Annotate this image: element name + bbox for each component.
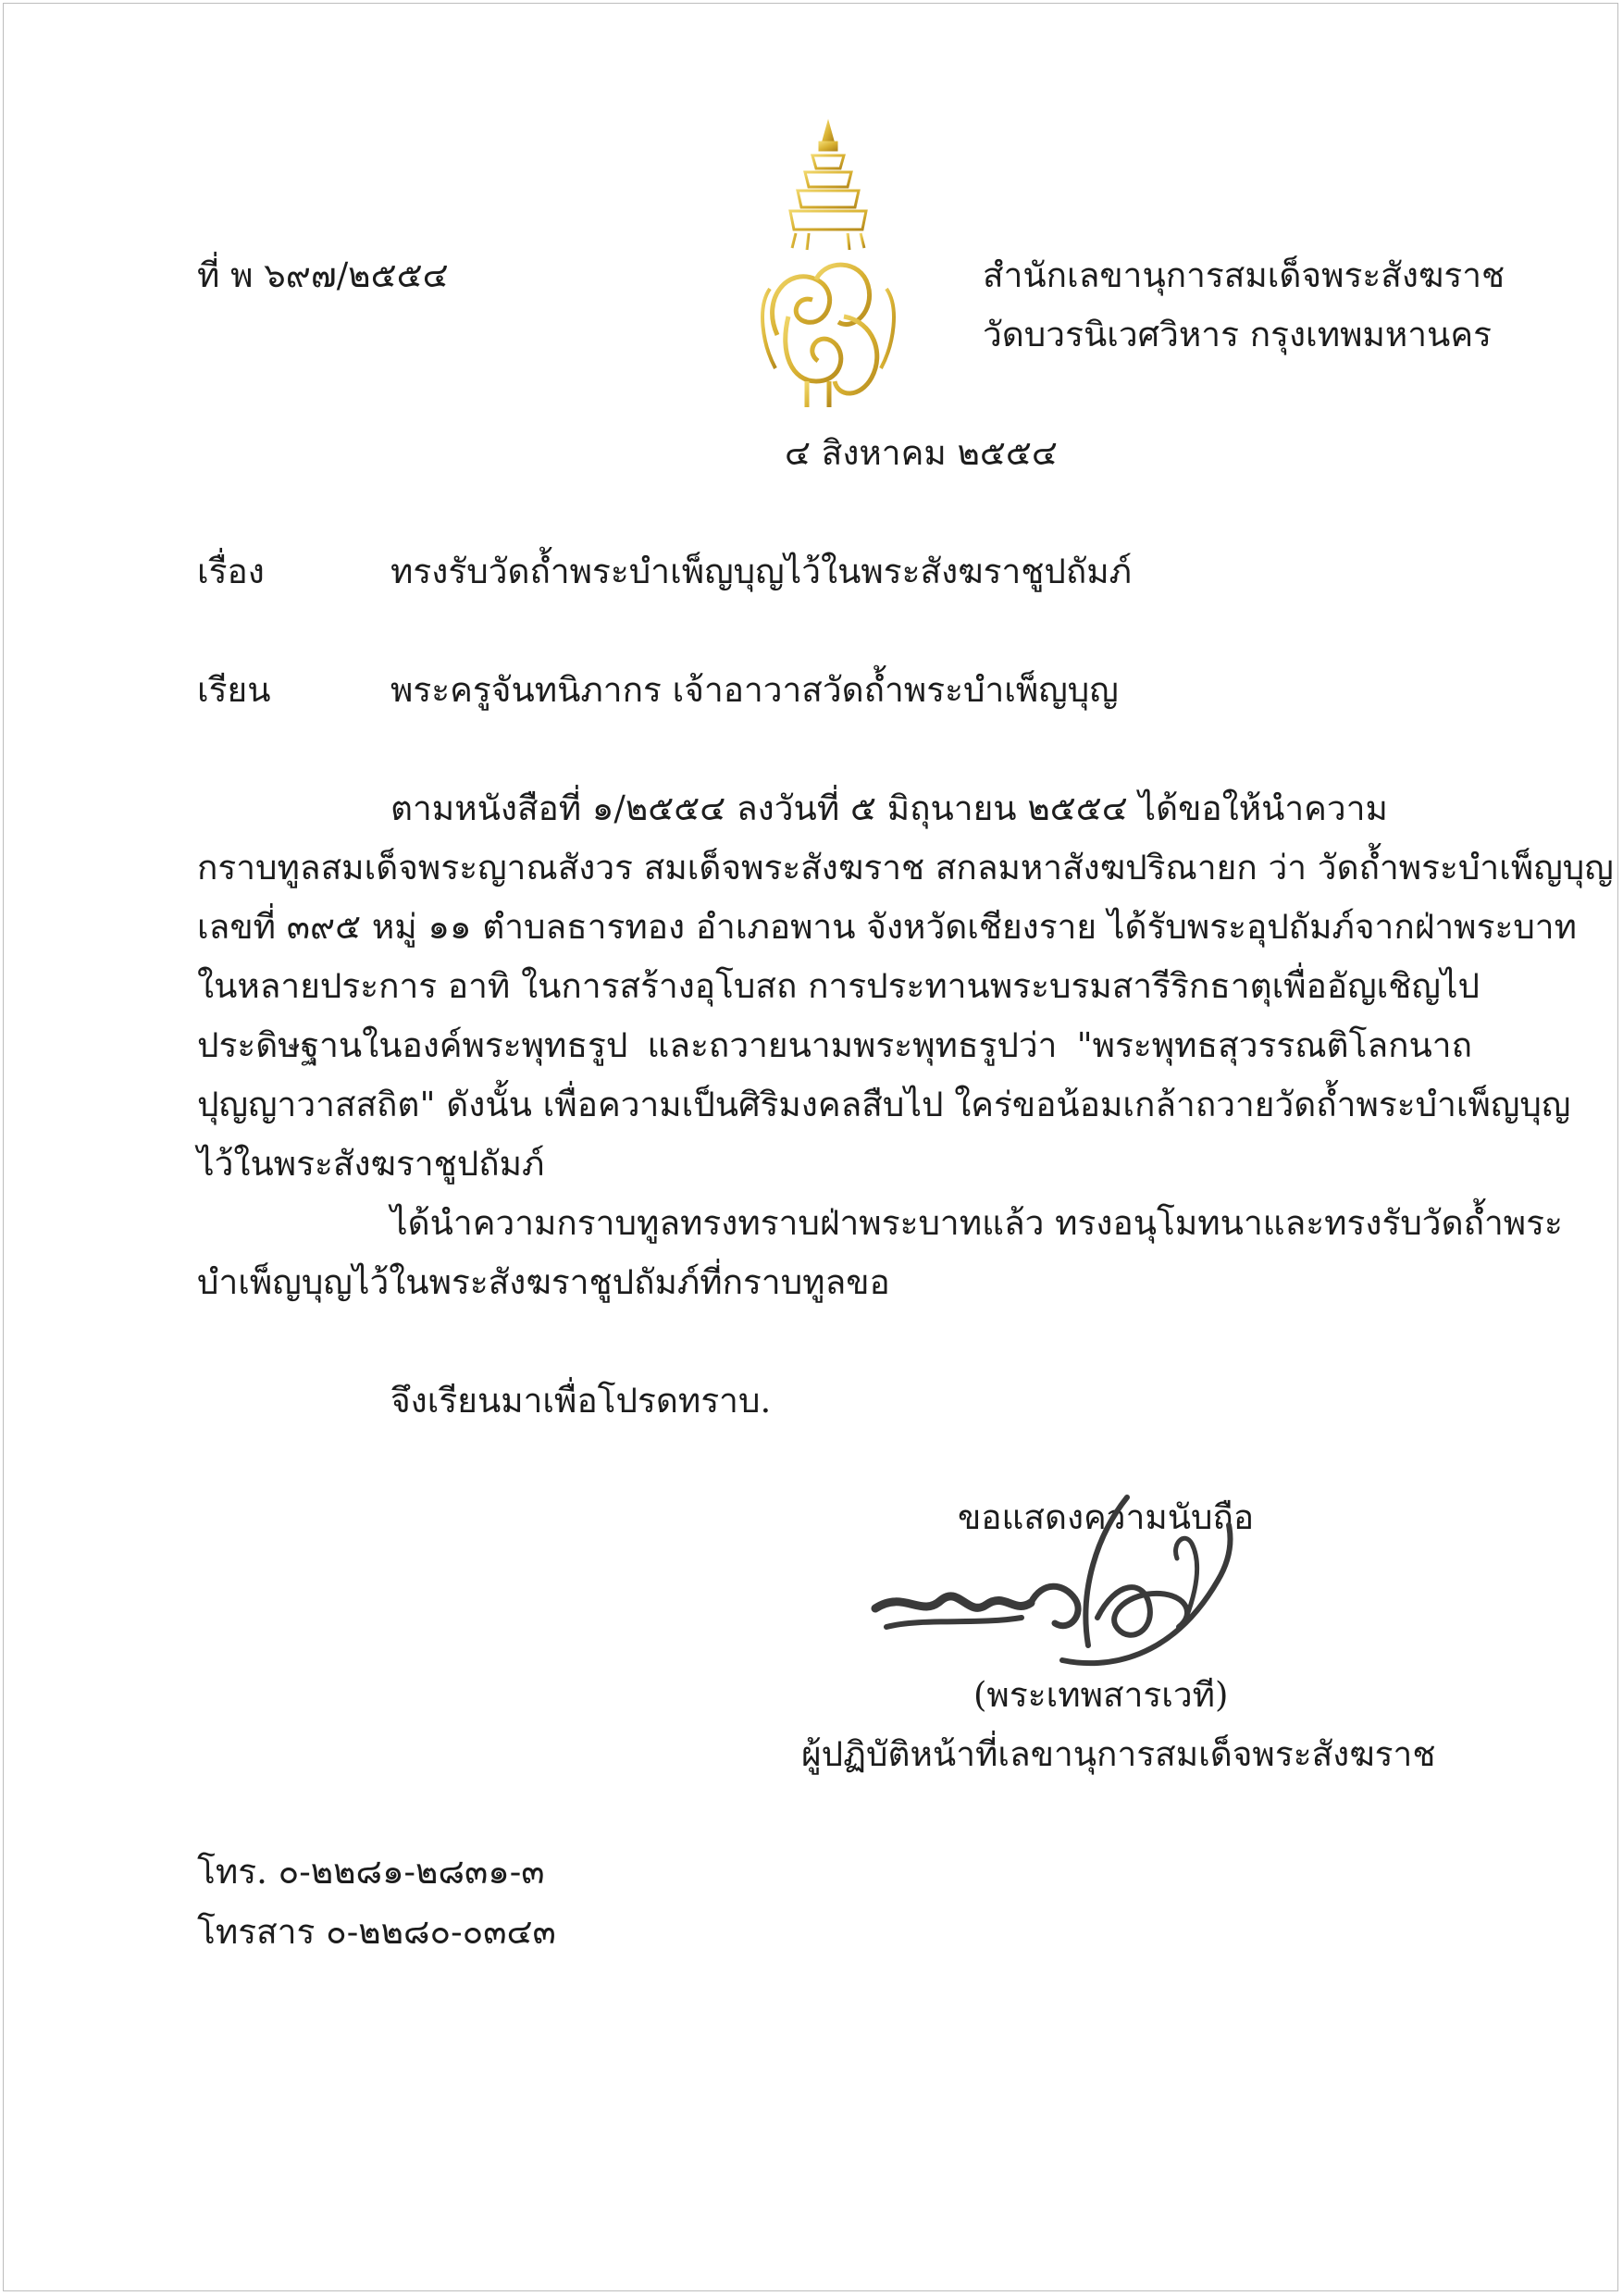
handwritten-signature-icon bbox=[866, 1479, 1245, 1677]
body-line: บำเพ็ญบุญไว้ในพระสังฆราชูปถัมภ์ที่กราบทูลขอ bbox=[197, 1262, 890, 1302]
subject-text: ทรงรับวัดถ้ำพระบำเพ็ญบุญไว้ในพระสังฆราชูปถัมภ์ bbox=[390, 552, 1133, 591]
body-line: ประดิษฐานในองค์พระพุทธรูป และถวายนามพระพุทธรูปว่า "พระพุทธสุวรรณติโลกนาถ bbox=[197, 1025, 1472, 1065]
royal-emblem-icon bbox=[751, 104, 905, 411]
body-line: ปุญญาวาสสถิต" ดังนั้น เพื่อความเป็นศิริมงคลสืบไป ใคร่ขอน้อมเกล้าถวายวัดถ้ำพระบำเพ็ญบุญ bbox=[197, 1085, 1571, 1124]
body-line: เลขที่ ๓๙๕ หมู่ ๑๑ ตำบลธารทอง อำเภอพาน จังหวัดเชียงราย ได้รับพระอุปถัมภ์จากฝ่าพระบาท bbox=[197, 907, 1577, 947]
signer-name: (พระเทพสารเวที) bbox=[973, 1675, 1229, 1715]
complimentary-close: ขอแสดงความนับถือ bbox=[958, 1497, 1255, 1537]
recipient-text: พระครูจันทนิภากร เจ้าอาวาสวัดถ้ำพระบำเพ็ญบุญ bbox=[390, 670, 1119, 710]
body-line: ตามหนังสือที่ ๑/๒๕๕๔ ลงวันที่ ๕ มิถุนายน ๒๕๕๔ ได้ขอให้นำความ bbox=[390, 788, 1388, 828]
office-address: วัดบวรนิเวศวิหาร กรุงเทพมหานคร bbox=[983, 315, 1492, 354]
body-line: ไว้ในพระสังฆราชูปถัมภ์ bbox=[197, 1144, 545, 1184]
recipient-label: เรียน bbox=[197, 670, 271, 710]
fax-number: โทรสาร ๐-๒๒๘๐-๐๓๔๓ bbox=[197, 1912, 556, 1952]
body-line: กราบทูลสมเด็จพระญาณสังวร สมเด็จพระสังฆราช สกลมหาสังฆปริณายก ว่า วัดถ้ำพระบำเพ็ญบุญ bbox=[197, 848, 1614, 887]
body-line: ในหลายประการ อาทิ ในการสร้างอุโบสถ การประทานพระบรมสารีริกธาตุเพื่ออัญเชิญไป bbox=[197, 966, 1481, 1006]
phone-number: โทร. ๐-๒๒๘๑-๒๘๓๑-๓ bbox=[197, 1852, 545, 1892]
closing-line: จึงเรียนมาเพื่อโปรดทราบ. bbox=[390, 1381, 772, 1421]
reference-number: ที่ พ ๖๙๗/๒๕๕๔ bbox=[197, 255, 449, 295]
office-name: สำนักเลขานุการสมเด็จพระสังฆราช bbox=[983, 255, 1505, 295]
signer-title: ผู้ปฏิบัติหน้าที่เลขานุการสมเด็จพระสังฆราช bbox=[801, 1734, 1436, 1774]
subject-label: เรื่อง bbox=[197, 552, 265, 591]
body-line: ได้นำความกราบทูลทรงทราบฝ่าพระบาทแล้ว ทรงอนุโมทนาและทรงรับวัดถ้ำพระ bbox=[390, 1203, 1563, 1243]
letter-date: ๔ สิงหาคม ๒๕๕๔ bbox=[785, 433, 1058, 473]
